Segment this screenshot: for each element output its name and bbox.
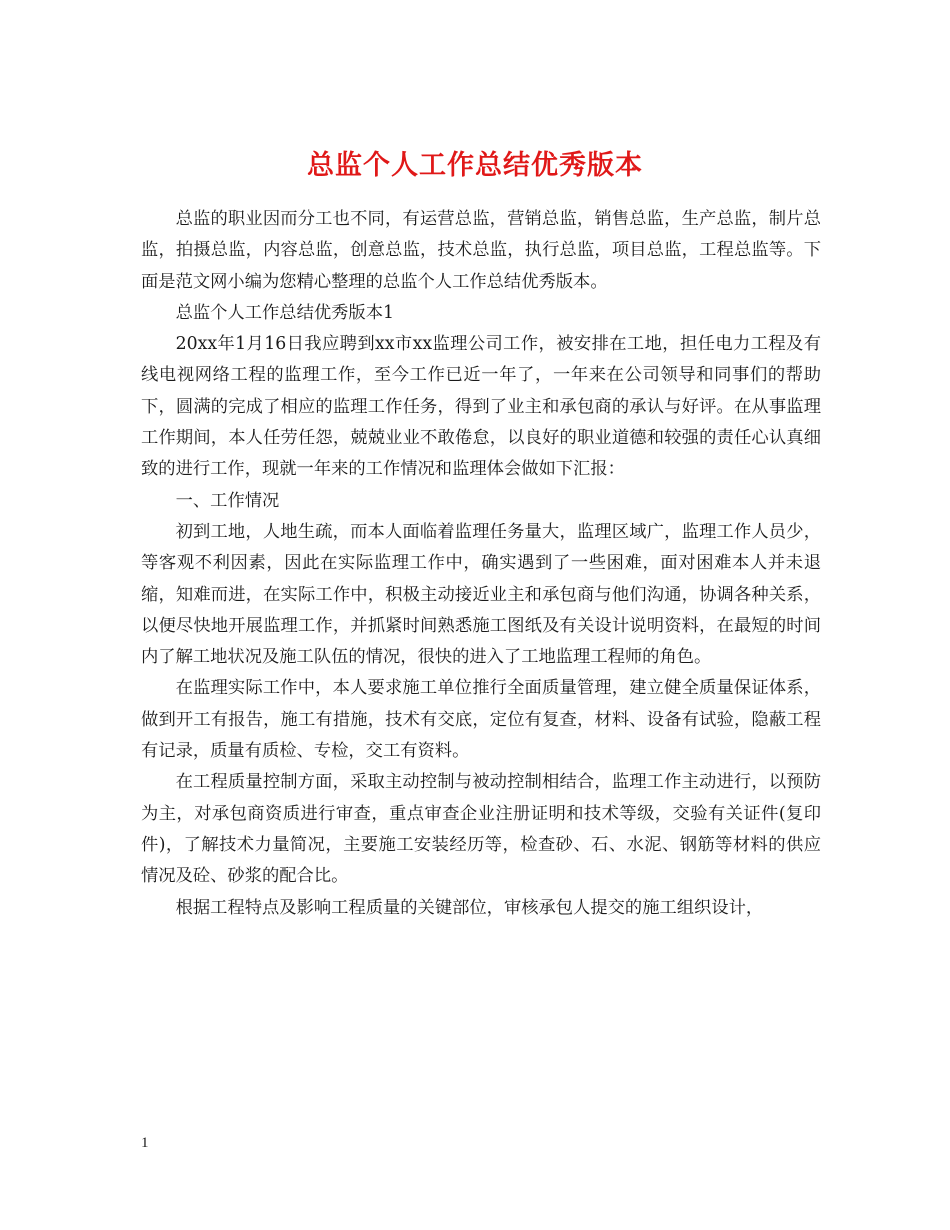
section-heading-version-1: 总监个人工作总结优秀版本1 bbox=[175, 302, 394, 323]
intro-paragraph: 总监的职业因而分工也不同，有运营总监，营销总监，销售总监，生产总监，制片总监，拍摄总监，内容总监，创意总监，技术总监，执行总监，项目总监，工程总监等。下面是范文网小编为您精心整理的总监个人工作总结优秀版本。 bbox=[141, 209, 821, 292]
document-title: 总监个人工作总结优秀版本 bbox=[307, 150, 643, 182]
body-paragraph: 20xx年1月16日我应聘到xx市xx监理公司工作，被安排在工地，担任电力工程及有线电视网络工程的监理工作，至今工作已近一年了，一年来在公司领导和同事们的帮助下，圆满的完成了相应的监理工作任务，得到了业主和承包商的承认与好评。在从事监理工作期间，本人任劳任怨，兢兢业业不敢倦怠，以良好的职业道德和较强的责任心认真细致的进行工作，现就一年来的工作情况和监理体会做如下汇报： bbox=[141, 334, 821, 480]
body-paragraph: 初到工地，人地生疏，而本人面临着监理任务量大，监理区域广，监理工作人员少，等客观不利因素，因此在实际监理工作中，确实遇到了一些困难，面对困难本人并未退缩，知难而进，在实际工作中，积极主动接近业主和承包商与他们沟通，协调各种关系，以便尽快地开展监理工作，并抓紧时间熟悉施工图纸及有关设计说明资料，在最短的时间内了解工地状况及施工队伍的情况，很快的进入了工地监理工程师的角色。 bbox=[141, 521, 821, 668]
document-body bbox=[141, 204, 821, 924]
section-heading-work-status: 一、工作情况 bbox=[175, 490, 280, 511]
body-paragraph: 根据工程特点及影响工程质量的关键部位，审核承包人提交的施工组织设计， bbox=[175, 897, 764, 918]
body-paragraph: 在监理实际工作中，本人要求施工单位推行全面质量管理，建立健全质量保证体系，做到开工有报告，施工有措施，技术有交底，定位有复查，材料、设备有试验，隐蔽工程有记录，质量有质检、专检，交工有资料。 bbox=[141, 678, 821, 762]
body-paragraph: 在工程质量控制方面，采取主动控制与被动控制相结合，监理工作主动进行，以预防为主，对承包商资质进行审查，重点审查企业注册证明和技术等级，交验有关证件(复印件)，了解技术力量简况，主要施工安装经历等，检查砂、石、水泥、钢筋等材料的供应情况及砼、砂浆的配合比。 bbox=[141, 772, 821, 887]
page-number: 1 bbox=[141, 1135, 149, 1151]
